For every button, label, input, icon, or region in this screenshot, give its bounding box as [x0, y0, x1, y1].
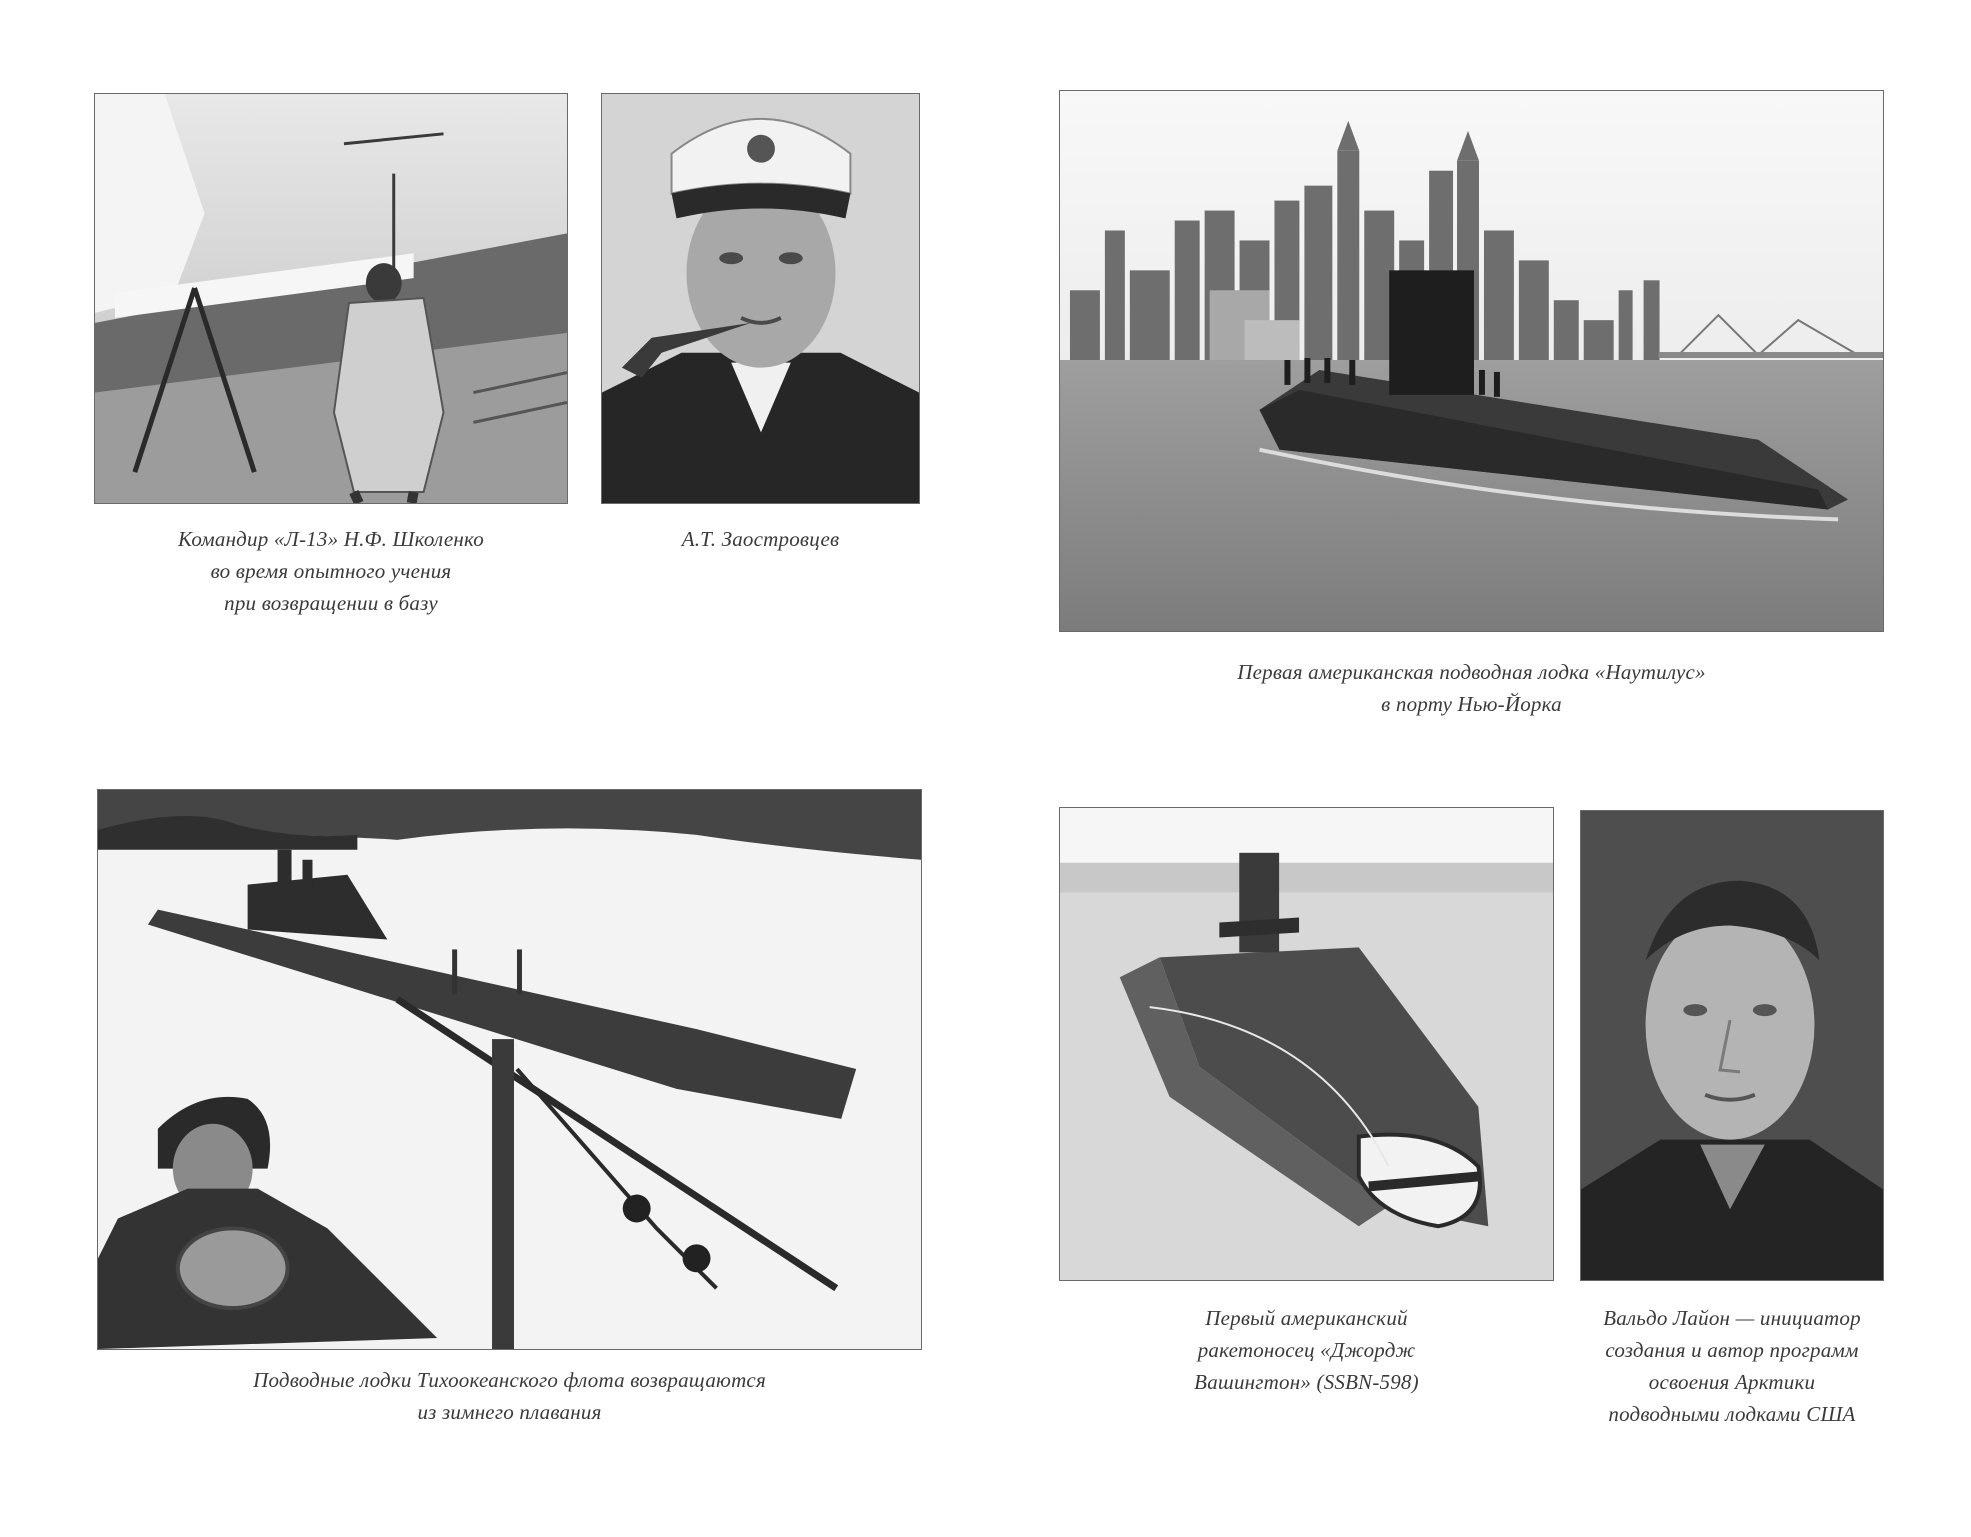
photo-zaostrovtsev-portrait [601, 93, 920, 504]
photo-pacific-fleet-submarines [97, 789, 922, 1350]
caption-line: Первый американский [1205, 1306, 1408, 1330]
photo-nautilus-new-york [1059, 90, 1884, 632]
photo-commander-l13 [94, 93, 568, 504]
photo-waldo-lyon-portrait [1580, 810, 1884, 1281]
photo-george-washington-ssbn598 [1059, 807, 1554, 1281]
caption-line: Вальдо Лайон — инициатор [1603, 1306, 1861, 1330]
caption-waldo-lyon [1560, 1302, 1904, 1430]
caption-line: из зимнего плавания [417, 1400, 602, 1424]
caption-line: при возвращении в базу [224, 591, 438, 615]
caption-line: подводными лодками США [1608, 1402, 1856, 1426]
caption-nautilus [1059, 656, 1884, 720]
caption-line: Командир «Л-13» Н.Ф. Школенко [178, 527, 484, 551]
caption-line: Первая американская подводная лодка «Наутилус» [1237, 660, 1706, 684]
caption-commander-l13 [94, 523, 568, 619]
caption-line: А.Т. Заостровцев [681, 527, 840, 551]
caption-line: освоения Арктики [1648, 1370, 1816, 1394]
caption-line: ракетоносец «Джордж [1197, 1338, 1416, 1362]
caption-line: Вашингтон» (SSBN-598) [1194, 1370, 1419, 1394]
caption-line: создания и автор программ [1605, 1338, 1859, 1362]
caption-line: Подводные лодки Тихоокеанского флота возвращаются [253, 1368, 766, 1392]
caption-line: в порту Нью-Йорка [1381, 692, 1562, 716]
caption-zaostrovtsev [601, 523, 920, 555]
caption-pacific-fleet [97, 1364, 922, 1428]
caption-line: во время опытного учения [210, 559, 452, 583]
caption-george-washington [1059, 1302, 1554, 1398]
